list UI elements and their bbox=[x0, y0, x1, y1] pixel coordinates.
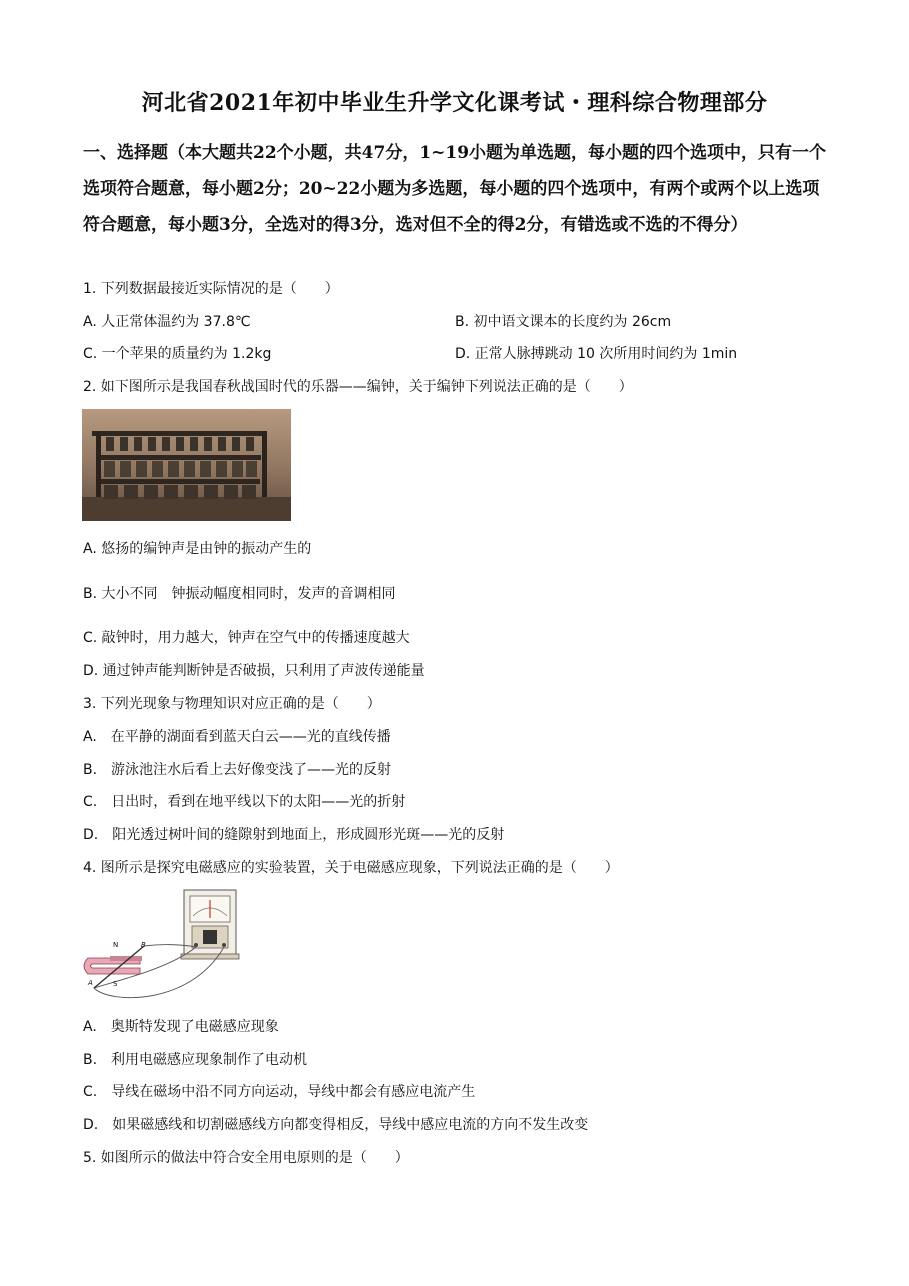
q1-option-b: B. 初中语文课本的长度约为 26cm bbox=[455, 314, 672, 330]
wire-label-b: B bbox=[141, 941, 146, 949]
q2-option-d: D. 通过钟声能判断钟是否破损，只利用了声波传递能量 bbox=[83, 663, 425, 679]
question-3-stem: 3. 下列光现象与物理知识对应正确的是（ ） bbox=[83, 696, 381, 712]
q3-option-d: D. 阳光透过树叶间的缝隙射到地面上，形成圆形光斑——光的反射 bbox=[83, 827, 505, 843]
q3-option-b: B. 游泳池注水后看上去好像变浅了——光的反射 bbox=[83, 762, 392, 778]
question-4-stem: 4. 图所示是探究电磁感应的实验装置，关于电磁感应现象，下列说法正确的是（ ） bbox=[83, 860, 619, 876]
question-2-stem: 2. 如下图所示是我国春秋战国时代的乐器——编钟，关于编钟下列说法正确的是（ ） bbox=[83, 379, 633, 395]
q4-option-a: A. 奥斯特发现了电磁感应现象 bbox=[83, 1019, 279, 1035]
wire-label-a: A bbox=[88, 979, 93, 987]
bianzhong-bells-photo bbox=[82, 409, 291, 521]
q2-option-c: C. 敲钟时，用力越大，钟声在空气中的传播速度越大 bbox=[83, 630, 410, 646]
q3-option-c: C. 日出时，看到在地平线以下的太阳——光的折射 bbox=[83, 794, 406, 810]
section-heading: 一、选择题（本大题共22个小题，共47分，1~19小题为单选题，每小题的四个选项中，只有一个选项符合题意，每小题2分；20~22小题为多选题，每小题的四个选项中，有两个或两个以上选项符合题意，每小题3分，全选对的得3分，选对但不全的得2分，有错选或不选的不得分） bbox=[83, 143, 827, 235]
q1-option-c: C. 一个苹果的质量约为 1.2kg bbox=[83, 346, 272, 362]
magnet-label-n: N bbox=[113, 941, 119, 949]
q2-option-b: B. 大小不同 钟振动幅度相同时，发声的音调相同 bbox=[83, 586, 396, 602]
q2-option-a: A. 悠扬的编钟声是由钟的振动产生的 bbox=[83, 541, 312, 557]
exam-title: 河北省2021年初中毕业生升学文化课考试・理科综合物理部分 bbox=[141, 90, 768, 116]
q1-option-a: A. 人正常体温约为 37.8℃ bbox=[83, 314, 251, 330]
question-5-stem: 5. 如图所示的做法中符合安全用电原则的是（ ） bbox=[83, 1150, 409, 1166]
q4-option-d: D. 如果磁感线和切割磁感线方向都变得相反，导线中感应电流的方向不发生改变 bbox=[83, 1117, 589, 1133]
q4-option-b: B. 利用电磁感应现象制作了电动机 bbox=[83, 1052, 308, 1068]
q4-option-c: C. 导线在磁场中沿不同方向运动，导线中都会有感应电流产生 bbox=[83, 1084, 476, 1100]
electromagnetic-induction-apparatus bbox=[80, 888, 240, 1004]
magnet-label-s: S bbox=[113, 980, 118, 988]
q1-option-d: D. 正常人脉搏跳动 10 次所用时间约为 1min bbox=[455, 346, 738, 362]
question-1-stem: 1. 下列数据最接近实际情况的是（ ） bbox=[83, 281, 339, 297]
q3-option-a: A. 在平静的湖面看到蓝天白云——光的直线传播 bbox=[83, 729, 391, 745]
